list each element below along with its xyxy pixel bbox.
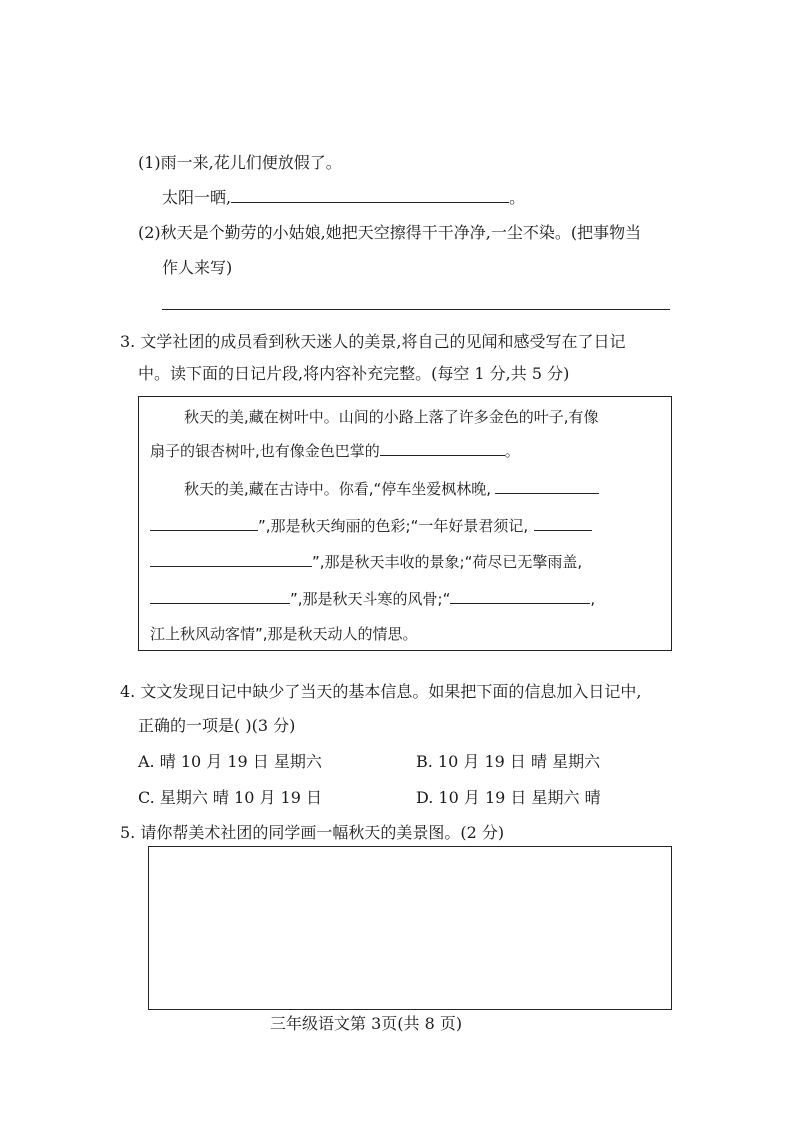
diary-p2-line4-end: ,	[590, 590, 596, 608]
drawing-box[interactable]	[148, 846, 672, 1010]
diary-p2-line5: 江上秋风动客情”,那是秋天动人的情思。	[150, 625, 418, 643]
diary-p2-line4	[150, 589, 595, 609]
q4-option-c[interactable]: C. 星期六 晴 10 月 19 日	[138, 788, 322, 807]
q4-stem-line1: 4. 文文发现日记中缺少了当天的基本信息。如果把下面的信息加入日记中,	[120, 682, 642, 701]
diary-blank-3b[interactable]	[150, 552, 312, 567]
q4-stem-line2: 正确的一项是( )(3 分)	[138, 716, 296, 735]
diary-p2-line1-text: 秋天的美,藏在古诗中。你看,“停车坐爱枫林晚,	[184, 480, 492, 498]
diary-blank-4[interactable]	[150, 589, 290, 604]
q4-option-a[interactable]: A. 晴 10 月 19 日 星期六	[138, 752, 322, 771]
q3-stem-line1: 3. 文学社团的成员看到秋天迷人的美景,将自己的见闻和感受写在了日记	[120, 332, 626, 351]
q5-stem: 5. 请你帮美术社团的同学画一幅秋天的美景图。(2 分)	[120, 823, 505, 842]
diary-p2-line1	[184, 479, 599, 499]
diary-p2-line3	[150, 552, 582, 572]
q2-item1-answer-blank[interactable]	[231, 188, 509, 203]
diary-p1-line2	[150, 441, 520, 461]
q2-item2-sentence: (2)秋天是个勤劳的小姑娘,她把天空擦得干干净净,一尘不染。(把事物当	[138, 223, 642, 242]
q2-item2-sentence-cont: 作人来写)	[162, 258, 233, 277]
diary-p2-line2-text: ”,那是秋天绚丽的色彩;“一年好景君须记,	[258, 517, 529, 535]
page-footer: 三年级语文第 3页(共 8 页)	[270, 1014, 463, 1033]
diary-p1-line2-end: 。	[504, 442, 520, 460]
diary-blank-3a[interactable]	[534, 516, 592, 531]
diary-blank-2b[interactable]	[150, 516, 258, 531]
diary-p2-line2	[150, 516, 592, 536]
q3-stem-line2: 中。读下面的日记片段,将内容补充完整。(每空 1 分,共 5 分)	[138, 364, 570, 383]
q2-item1-prompt-start: 太阳一晒,	[162, 188, 232, 207]
q2-item2-answer-line[interactable]	[162, 309, 670, 310]
diary-p1-line2-start: 扇子的银杏树叶,也有像金色巴掌的	[150, 442, 380, 460]
q2-item1-sentence: (1)雨一来,花儿们便放假了。	[138, 153, 342, 172]
diary-blank-2a[interactable]	[495, 479, 599, 494]
q2-item1-prompt-end: 。	[509, 188, 526, 207]
q2-item1-prompt	[162, 188, 525, 208]
diary-blank-5[interactable]	[450, 589, 590, 604]
diary-blank-1[interactable]	[380, 441, 505, 456]
diary-p1-line1: 秋天的美,藏在树叶中。山间的小路上落了许多金色的叶子,有像	[184, 408, 599, 426]
diary-p2-line4-mid: ”,那是秋天斗寒的风骨;“	[290, 590, 451, 608]
diary-p2-line3-text: ”,那是秋天丰收的景象;“荷尽已无擎雨盖,	[312, 553, 583, 571]
q4-option-b[interactable]: B. 10 月 19 日 晴 星期六	[416, 752, 601, 771]
q4-option-d[interactable]: D. 10 月 19 日 星期六 晴	[416, 788, 601, 807]
